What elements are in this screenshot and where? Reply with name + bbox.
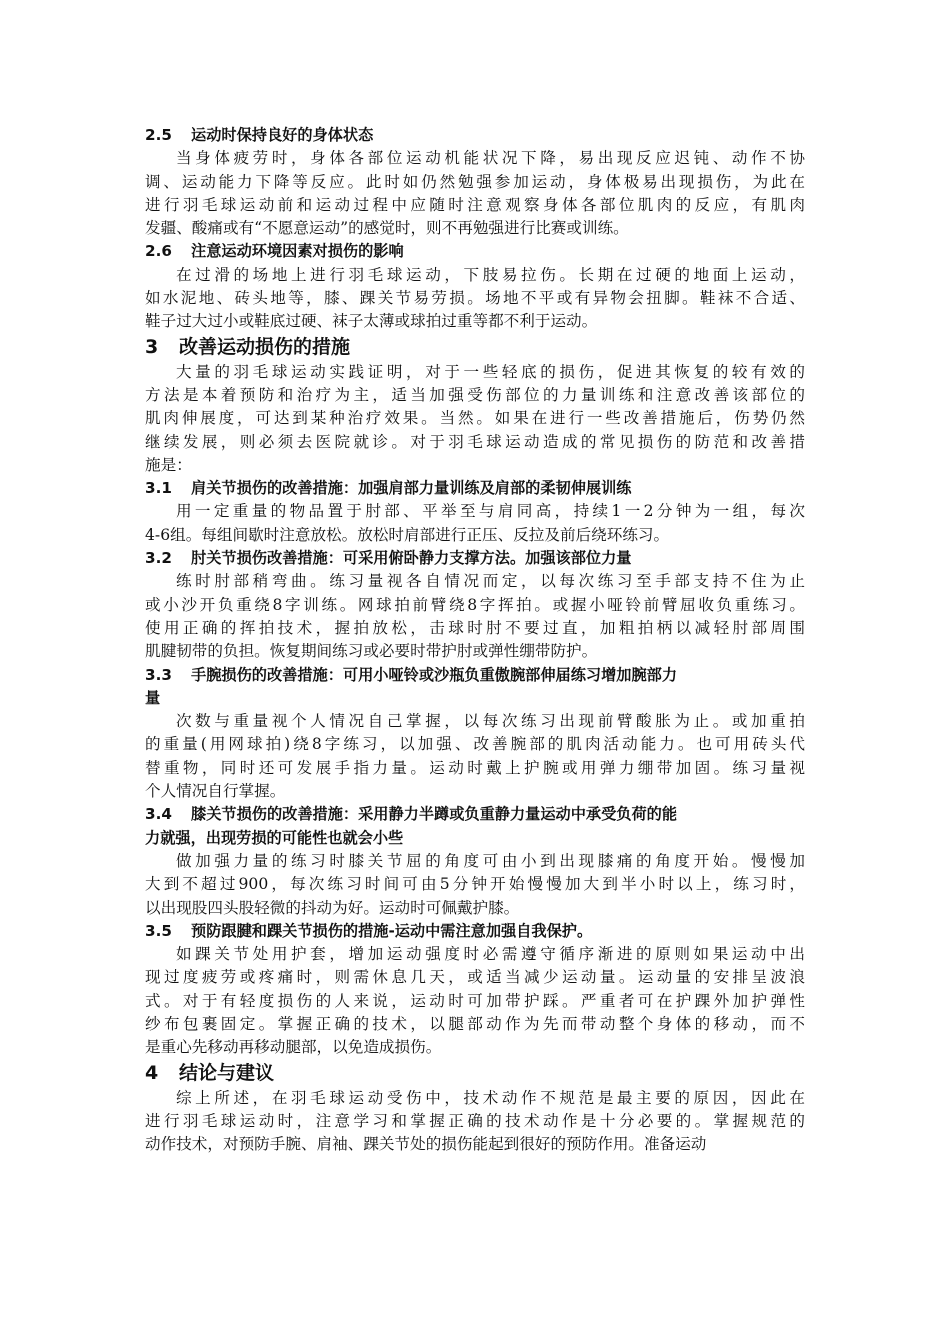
heading-number: 3.5	[145, 921, 172, 940]
paragraph-line: 以出现股四头股轻微的抖动为好。运动时可佩戴护膝。	[145, 898, 520, 917]
paragraph-line: 当身体疲劳时，身体各部位运动机能状况下降，易出现反应迟钝、动作不协	[176, 149, 805, 168]
heading-number: 2.6	[145, 242, 172, 261]
heading-number: 3.2	[145, 549, 172, 568]
paragraph-line: 如水泥地、砖头地等，膝、踝关节易劳损。场地不平或有异物会扭脚。鞋袜不合适、	[145, 289, 805, 308]
paragraph	[145, 500, 805, 547]
paragraph-line: 调、运动能力下降等反应。此时如仍然勉强参加运动，身体极易出现损伤，为此在	[145, 172, 805, 191]
paragraph-line: 个人情况自行掌握。	[145, 782, 286, 801]
heading-title: 膝关节损伤的改善措施：采用静力半蹲或负重静力量运动中承受负荷的能	[191, 805, 677, 824]
paragraph-line: 纱布包裹固定。掌握正确的技术，以腿部动作为先而带动整个身体的移动，而不	[145, 1014, 805, 1033]
heading-number: 3.3	[145, 665, 172, 684]
paragraph-line: 施是：	[145, 455, 192, 474]
paragraph-line: 练时肘部稍弯曲。练习量视各自情况而定，以每次练习至手部支持不住为止	[176, 572, 805, 591]
heading-title: 肩关节损伤的改善措施：加强肩部力量训练及肩部的柔韧伸展训练	[191, 479, 632, 498]
heading-number: 3.1	[145, 479, 172, 498]
heading-title: 预防跟腱和踝关节损伤的措施-运动中需注意加强自我保护。	[191, 921, 593, 940]
paragraph-line: 的重量(用网球拍)绕8字练习，以加强、改善腕部的肌肉活动能力。也可用砖头代	[145, 735, 805, 754]
paragraph	[145, 710, 805, 803]
paragraph	[145, 361, 805, 477]
heading-number: 3	[145, 335, 159, 358]
paragraph-line: 替重物，同时还可发展手指力量。运动时戴上护腕或用弹力绷带加固。练习量视	[145, 758, 805, 777]
paragraph	[145, 570, 805, 663]
subsection-heading	[145, 920, 805, 943]
document-page	[145, 124, 805, 1156]
paragraph-line: 大到不超过900，每次练习时间可由5分钟开始慢慢加大到半小时以上，练习时，	[145, 875, 805, 894]
heading-number: 3.4	[145, 805, 172, 824]
subsection-heading-continued: 量	[145, 688, 161, 707]
heading-title: 改善运动损伤的措施	[179, 335, 351, 358]
heading-title: 手腕损伤的改善措施：可用小哑铃或沙瓶负重傲腕部伸届练习增加腕部力	[191, 665, 677, 684]
paragraph-line: 发疆、酸痛或有“不愿意运动”的感觉时，则不再勉强进行比赛或训练。	[145, 219, 629, 238]
paragraph-line: 次数与重量视个人情况自己掌握，以每次练习出现前臂酸胀为止。或加重拍	[176, 712, 805, 731]
paragraph-line: 在过滑的场地上进行羽毛球运动，下肢易拉伤。长期在过硬的地面上运动，	[176, 265, 805, 284]
paragraph-line: 继续发展，则必须去医院就诊。对于羽毛球运动造成的常见损伤的防范和改善措	[145, 432, 805, 451]
subsection-heading	[145, 477, 805, 500]
heading-number: 4	[145, 1061, 159, 1084]
paragraph-line: 4-6组。每组间歇时注意放松。放松时肩部进行正压、反拉及前后绕环练习。	[145, 525, 670, 544]
subsection-heading	[145, 124, 805, 147]
paragraph-line: 综上所述，在羽毛球运动受伤中，技术动作不规范是最主要的原因，因此在	[176, 1088, 805, 1107]
subsection-heading-continued: 力就强，出现劳损的可能性也就会小些	[145, 828, 404, 847]
paragraph-line: 使用正确的挥拍技术，握拍放松，击球时肘不要过直，加粗拍柄以减轻肘部周围	[145, 618, 805, 637]
paragraph-line: 鞋子过大过小或鞋底过硬、袜子太薄或球拍过重等都不利于运动。	[145, 312, 598, 331]
section-heading	[145, 334, 805, 361]
paragraph-line: 是重心先移动再移动腿部，以免造成损伤。	[145, 1038, 442, 1057]
paragraph	[145, 1087, 805, 1157]
paragraph-line: 方法是本着预防和治疗为主，适当加强受伤部位的力量训练和注意改善该部位的	[145, 385, 805, 404]
heading-title: 结论与建议	[179, 1061, 275, 1084]
paragraph-line: 式。对于有轻度损伤的人来说，运动时可加带护踩。严重者可在护踝外加护弹性	[145, 991, 805, 1010]
heading-title: 注意运动环境因素对损伤的影响	[191, 242, 404, 261]
paragraph-line: 进行羽毛球运动前和运动过程中应随时注意观察身体各部位肌肉的反应，有肌肉	[145, 195, 805, 214]
heading-number: 2.5	[145, 126, 172, 144]
paragraph-line: 进行羽毛球运动时，注意学习和掌握正确的技术动作是十分必要的。掌握规范的	[145, 1111, 805, 1130]
heading-title: 肘关节损伤改善措施：可采用俯卧静力支撑方法。加强该部位力量	[191, 549, 632, 568]
paragraph-line: 或小沙开负重绕8字训练。网球拍前臂绕8字挥拍。或握小哑铃前臂屈收负重练习。	[145, 595, 805, 614]
paragraph-line: 用一定重量的物品置于肘部、平举至与肩同高，持续1一2分钟为一组，每次	[176, 502, 805, 521]
paragraph-line: 肌肉伸展度，可达到某种治疗效果。当然。如果在进行一些改善措施后，伤势仍然	[145, 409, 805, 428]
subsection-heading	[145, 547, 805, 570]
paragraph	[145, 264, 805, 334]
paragraph-line: 现过度疲劳或疼痛时，则需休息几天，或适当减少运动量。运动量的安排呈波浪	[145, 968, 805, 987]
subsection-heading	[145, 803, 805, 826]
paragraph	[145, 147, 805, 240]
paragraph-line: 大量的羽毛球运动实践证明，对于一些轻底的损伤，促进其恢复的较有效的	[176, 362, 805, 381]
paragraph-line: 做加强力量的练习时膝关节屈的角度可由小到出现膝痛的角度开始。慢慢加	[176, 851, 805, 870]
paragraph	[145, 943, 805, 1059]
paragraph-line: 肌腱韧带的负担。恢复期间练习或必要时带护肘或弹性绷带防护。	[145, 642, 598, 661]
subsection-heading	[145, 240, 805, 263]
paragraph-line: 动作技术，对预防手腕、肩袖、踝关节处的损伤能起到很好的预防作用。准备运动	[145, 1135, 707, 1154]
section-heading	[145, 1060, 805, 1087]
paragraph-line: 如踝关节处用护套，增加运动强度时必需遵守循序渐进的原则如果运动中出	[176, 945, 805, 964]
paragraph	[145, 850, 805, 920]
subsection-heading	[145, 664, 805, 687]
heading-title: 运动时保持良好的身体状态	[191, 126, 374, 144]
